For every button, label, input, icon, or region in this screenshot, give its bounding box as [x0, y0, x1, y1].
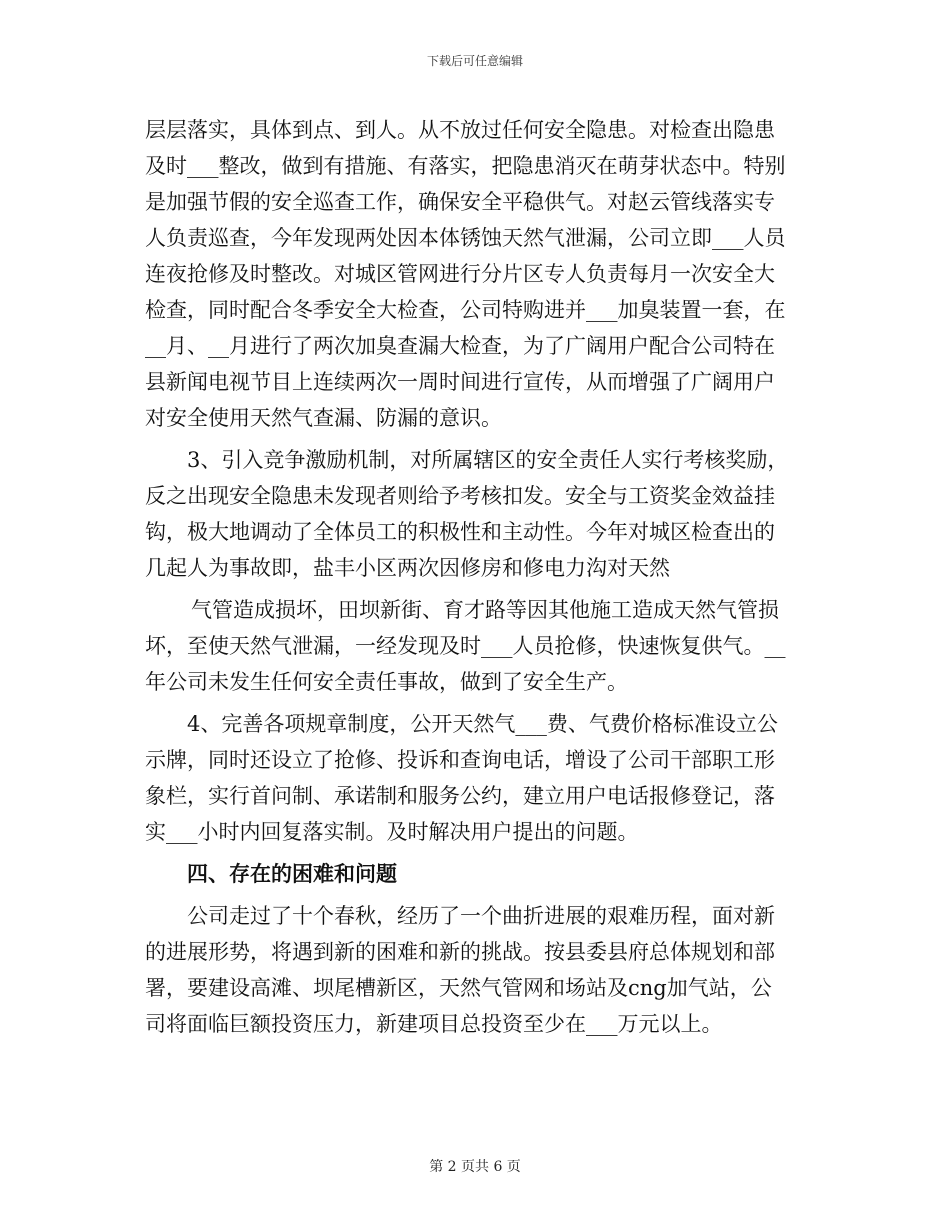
- paragraph-line: 是加强节假的安全巡查工作，确保安全平稳供气。对赵云管线落实专: [145, 190, 775, 214]
- paragraph-line: 连夜抢修及时整改。对城区管网进行分片区专人负责每月一次安全大: [145, 262, 775, 286]
- paragraph-line: 年公司未发生任何安全责任事故，做到了安全生产。: [145, 670, 628, 694]
- paragraph-line: 及时___整改，做到有措施、有落实，把隐患消灭在萌芽状态中。特别: [145, 154, 786, 178]
- paragraph-line: 4、完善各项规章制度，公开天然气___费、气费价格标准设立公: [187, 712, 778, 736]
- paragraph-line: 县新闻电视节目上连续两次一周时间进行宣传，从而增强了广阔用户: [145, 370, 775, 394]
- paragraph-line: __月、__月进行了两次加臭查漏大检查，为了广阔用户配合公司特在: [145, 334, 775, 358]
- paragraph-line: 人负责巡查，今年发现两处因本体锈蚀天然气泄漏，公司立即___人员: [145, 226, 786, 250]
- page-footer: 第 2 页共 6 页: [429, 1159, 521, 1175]
- paragraph-line: 对安全使用天然气查漏、防漏的意识。: [145, 406, 502, 430]
- paragraph-line: 坏，至使天然气泄漏，一经发现及时___人员抢修，快速恢复供气。__: [145, 634, 786, 658]
- paragraph-line: 气管造成损坏，田坝新街、育才路等因其他施工造成天然气管损: [191, 598, 779, 622]
- paragraph-line: 象栏，实行首问制、承诺制和服务公约，建立用户电话报修登记，落: [145, 784, 775, 808]
- page-header: 下载后可任意编辑: [426, 54, 523, 68]
- section-heading: 四、存在的困难和问题: [187, 861, 397, 886]
- document-body: [145, 112, 805, 1042]
- paragraph-line: 署，要建设高滩、坝尾槽新区，天然气管网和场站及cng加气站，公: [145, 976, 772, 1000]
- paragraph-line: 几起人为事故即，盐丰小区两次因修房和修电力沟对天然: [145, 556, 670, 580]
- paragraph-line: 实___小时内回复落实制。及时解决用户提出的问题。: [145, 820, 639, 844]
- paragraph-line: 检查，同时配合冬季安全大检查，公司特购进并___加臭装置一套，在: [145, 298, 786, 322]
- paragraph-line: 钩，极大地调动了全体员工的积极性和主动性。今年对城区检查出的: [145, 520, 775, 544]
- paragraph-line: 反之出现安全隐患未发现者则给予考核扣发。安全与工资奖金效益挂: [145, 484, 775, 508]
- paragraph-line: 层层落实，具体到点、到人。从不放过任何安全隐患。对检查出隐患: [145, 118, 775, 142]
- paragraph-line: 的进展形势，将遇到新的困难和新的挑战。按县委县府总体规划和部: [145, 940, 775, 964]
- paragraph-line: 公司走过了十个春秋，经历了一个曲折进展的艰难历程，面对新: [187, 904, 775, 928]
- paragraph-line: 司将面临巨额投资压力，新建项目总投资至少在___万元以上。: [145, 1012, 723, 1036]
- paragraph-line: 3、引入竞争激励机制，对所属辖区的安全责任人实行考核奖励，: [187, 448, 789, 472]
- paragraph-line: 示牌，同时还设立了抢修、投诉和查询电话，增设了公司干部职工形: [145, 748, 775, 772]
